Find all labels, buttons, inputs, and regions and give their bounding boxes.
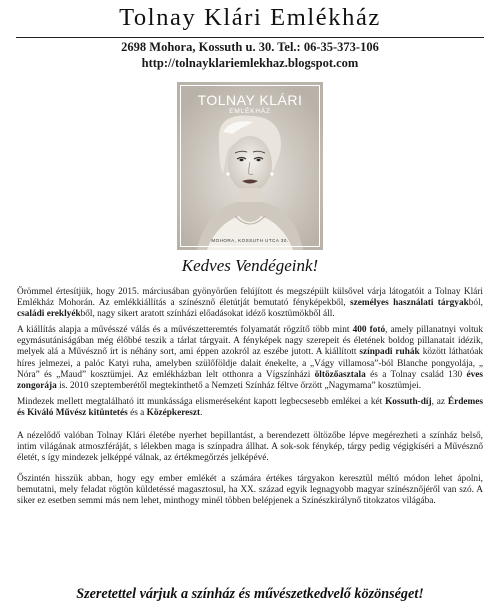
page-title: Tolnay Klári Emlékház [119, 4, 381, 31]
poster-title: TOLNAY KLÁRI [197, 92, 303, 108]
mission-paragraph: Őszintén hisszük abban, hogy egy ember emlékét a számára értékes tárgyakon keresztül méltó módon lehet ápolni, bemutatni, mely feladat rögtön küldetéssé magasztosul, ha XX. század egyik legnagyobb magyar színésznőjéről van szó. A siker ez esetben semmi más nem lehet, minthogy minél többen belépjenek a Színészkirálynő titokzatos világába. [17, 474, 483, 507]
closing-invitation: Szeretettel várjuk a színház és művészetkedvelő közönséget! [76, 586, 424, 602]
visitor-paragraph: A nézelődő valóban Tolnay Klári életébe nyerhet bepillantást, a berendezett öltözőbe lépve megérezheti a színház belső, intim világának atmoszféráját, s lélekben maga is színpadra állhat. A sok-sok fénykép, tárgy pedig végigkíséri a Művésznő életét, s így mindezek jelképpé válnak, az értékmegőrzés jelképévé. [17, 431, 483, 464]
address-line: 2698 Mohora, Kossuth u. 30. Tel.: 06-35-373-106 [121, 40, 379, 54]
poster-subtitle: EMLÉKHÁZ [229, 108, 271, 115]
memorial-house-poster [177, 82, 323, 250]
intro-paragraph: Örömmel értesítjük, hogy 2015. márciusában gyönyörűen felújított és megszépült külsővel várja látogatóit a Tolnay Klári Emlékház Mohorán. Az emlékkiállítás a színésznő életútját bemutató fényképekből, személyes használati tárgyakból, családi ereklyékből, nagy sikert aratott színházi előadásokat idéző kosztümökből áll. [17, 287, 483, 320]
header-divider [16, 37, 484, 38]
website-url: http://tolnayklariemlekhaz.blogspot.com [141, 56, 359, 70]
greeting-heading: Kedves Vendégeink! [181, 256, 319, 275]
exhibition-paragraph: A kiállítás alapja a művésszé válás és a művészetteremtés folyamatát rögzítő több mint 400 fotó, amely pillanatnyi voltuk egymásutániságában még élőbbé teszik a tárlat tárgyait. A fényképek nagy szerepeit és életének boldog pillanatait idézik, melyek alá a Művésznő írt is néhány sort, ami éppen azokról az eszébe jutott. A kiállított színpadi ruhák között láthatóak híres jelmezei, a palóc Katyi ruha, amelyben szülőföldje dalait énekelte, a „Vágy villamosa”-ból Blanche pongyolája, „ Nóra” és „Maud” kosztümjei. Az emlékházban lelt otthonra a Vígszínházi öltözőasztala és a Tolnay család 130 éves zongorája is. 2010 szeptemberétől megtekinthető a Nemzeti Színház féltve őrzött „Nagymama” kosztümjei. Mindezek mellett megtalálható itt munkássága elismeréseként kapott legbecsesebb emlékei a két Kossuth-díj, az Érdemes és Kiváló Művész kitüntetés és a Középkereszt. [17, 325, 483, 419]
poster-caption: MOHORA, KOSSUTH UTCA 30. [211, 238, 289, 243]
